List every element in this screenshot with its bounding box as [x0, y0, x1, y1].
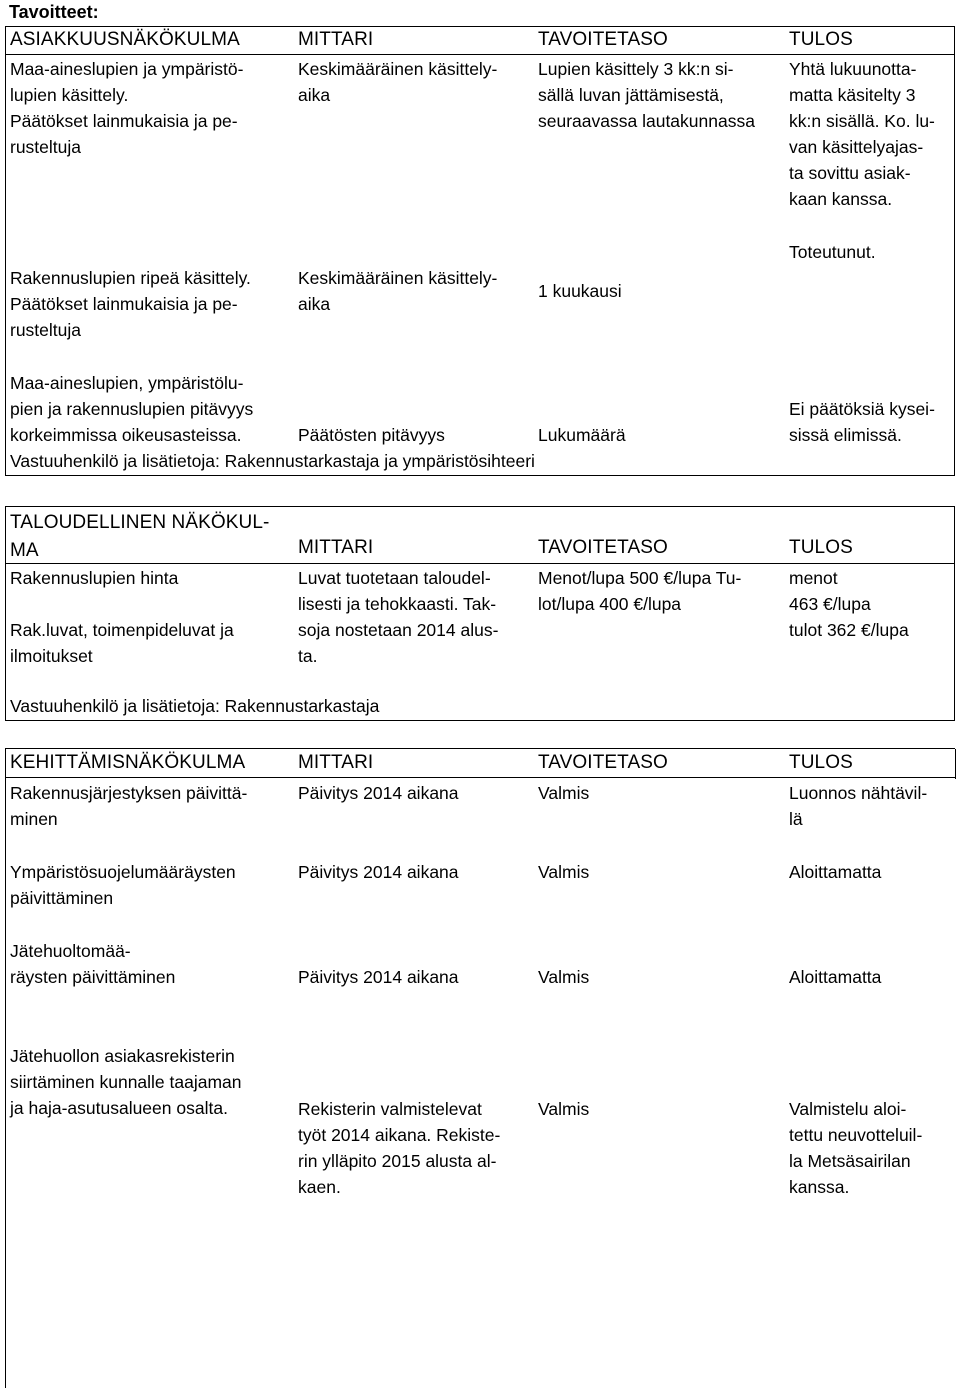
customer-row2-result: Toteutunut. [789, 242, 876, 262]
customer-header-metric: MITTARI [298, 29, 374, 50]
development-row2-result: Aloittamatta [789, 862, 882, 882]
customer-header-target: TAVOITETASO [538, 29, 668, 50]
customer-header-result: TULOS [789, 29, 853, 50]
development-row1-target: Valmis [538, 783, 590, 803]
financial-header-metric: MITTARI [298, 537, 374, 558]
customer-row1-goal: Maa-aineslupien ja ympäristö- lupien käsittely. Päätökset lainmukaisia ja pe- rusteltuja [10, 59, 244, 157]
customer-row3-goal: Maa-aineslupien, ympäristölu- pien ja rakennuslupien pitävyys korkeimmissa oikeusasteissa. [10, 373, 254, 445]
customer-row3-metric: Päätösten pitävyys [298, 425, 445, 445]
development-row4-result: Valmistelu aloi- tettu neuvotteluil- la Metsäsairilan kanssa. [789, 1099, 923, 1197]
customer-row3-result: Ei päätöksiä kysei- sissä elimissä. [789, 399, 935, 445]
customer-row2-metric: Keskimääräinen käsittely- aika [298, 268, 498, 314]
financial-contact: Vastuuhenkilö ja lisätietoja: Rakennustarkastaja [10, 696, 380, 716]
customer-perspective-table [5, 26, 955, 476]
development-row4-metric: Rekisterin valmistelevat työt 2014 aikana. Rekiste- rin ylläpito 2015 alusta al- kaen. [298, 1099, 501, 1197]
development-header-metric: MITTARI [298, 752, 374, 773]
financial-row1-result: menot 463 €/lupa tulot 362 €/lupa [789, 568, 909, 640]
customer-contact: Vastuuhenkilö ja lisätietoja: Rakennustarkastaja ja ympäristösihteeri [10, 451, 535, 471]
customer-header-perspective: ASIAKKUUSNÄKÖKULMA [10, 29, 240, 50]
customer-row1-target: Lupien käsittely 3 kk:n si- sällä luvan jättämisestä, seuraavassa lautakunnassa [538, 59, 755, 131]
header-divider [6, 563, 954, 564]
development-row3-target: Valmis [538, 967, 590, 987]
header-divider [6, 54, 954, 55]
development-row4-goal: Jätehuollon asiakasrekisterin siirtäminen kunnalle taajaman ja haja-asutusalueen osalta. [10, 1046, 242, 1118]
customer-row2-target: 1 kuukausi [538, 281, 622, 301]
development-row4-target: Valmis [538, 1099, 590, 1119]
development-header-result: TULOS [789, 752, 853, 773]
financial-row1-metric: Luvat tuotetaan taloudel- lisesti ja tehokkaasti. Tak- soja nostetaan 2014 alus- ta. [298, 568, 499, 666]
customer-row3-target: Lukumäärä [538, 425, 626, 445]
development-row3-result: Aloittamatta [789, 967, 882, 987]
financial-row1-goal: Rakennuslupien hinta Rak.luvat, toimenpideluvat ja ilmoitukset [10, 568, 234, 666]
development-header-target: TAVOITETASO [538, 752, 668, 773]
header-divider [6, 777, 956, 778]
financial-header-perspective: TALOUDELLINEN NÄKÖKUL- MA [10, 512, 270, 561]
development-row2-goal: Ympäristösuojelumääräysten päivittäminen [10, 862, 236, 908]
development-row2-target: Valmis [538, 862, 590, 882]
customer-row2-goal: Rakennuslupien ripeä käsittely. Päätökset lainmukaisia ja pe- rusteltuja [10, 268, 251, 340]
development-row1-result: Luonnos nähtävil- lä [789, 783, 928, 829]
financial-header-result: TULOS [789, 537, 853, 558]
development-row3-goal: Jätehuoltomää- räysten päivittäminen [10, 941, 176, 987]
financial-header-target: TAVOITETASO [538, 537, 668, 558]
customer-row1-result: Yhtä lukuunotta- matta käsitelty 3 kk:n sisällä. Ko. lu- van käsittelyajas- ta sovittu asiak- kaan kanssa. [789, 59, 935, 209]
development-row3-metric: Päivitys 2014 aikana [298, 967, 459, 987]
financial-perspective-table [5, 506, 955, 721]
development-perspective-table [5, 748, 955, 1388]
development-row2-metric: Päivitys 2014 aikana [298, 862, 459, 882]
customer-row1-metric: Keskimääräinen käsittely- aika [298, 59, 498, 105]
financial-row1-target: Menot/lupa 500 €/lupa Tu- lot/lupa 400 €/lupa [538, 568, 742, 614]
development-row1-metric: Päivitys 2014 aikana [298, 783, 459, 803]
development-row1-goal: Rakennusjärjestyksen päivittä- minen [10, 783, 248, 829]
header-right-border [955, 749, 956, 779]
page-title: Tavoitteet: [9, 2, 99, 22]
development-header-perspective: KEHITTÄMISNÄKÖKULMA [10, 752, 246, 773]
